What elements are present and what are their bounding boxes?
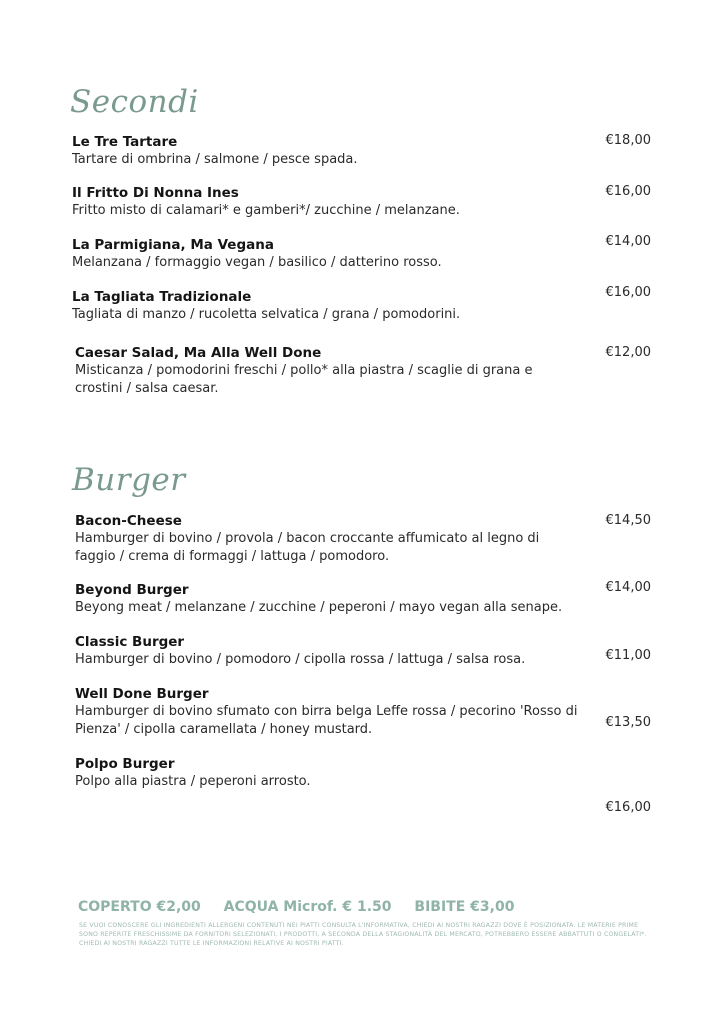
- bibite-price: BIBITE €3,00: [414, 899, 515, 915]
- menu-item: [75, 581, 595, 617]
- item-description: Polpo alla piastra / peperoni arrosto.: [75, 774, 311, 789]
- item-description: Hamburger di bovino sfumato con birra belga Leffe rossa / pecorino 'Rosso di Pienza' / cipolla caramellata / honey mustard.: [75, 704, 578, 737]
- item-price: €14,00: [605, 580, 651, 595]
- item-price: €11,00: [605, 648, 651, 663]
- item-price: €16,00: [605, 800, 651, 815]
- item-description: Melanzana / formaggio vegan / basilico / datterino rosso.: [72, 255, 442, 270]
- item-name: Well Done Burger: [75, 686, 209, 702]
- item-price: €14,50: [605, 513, 651, 528]
- section-title-burger: Burger: [72, 462, 186, 498]
- menu-item: [72, 184, 592, 220]
- item-description: Tagliata di manzo / rucoletta selvatica / grana / pomodorini.: [72, 307, 461, 322]
- coperto-price: COPERTO €2,00: [78, 899, 201, 915]
- item-description: Tartare di ombrina / salmone / pesce spada.: [72, 152, 358, 167]
- allergen-note: SE VUOI CONOSCERE GLI INGREDIENTI ALLERGENI CONTENUTI NEI PIATTI CONSULTA L'INFORMATIVA, CHIEDI AI NOSTRI RAGAZZI DOVE È POSIZIONATA. LE MATERIE PRIME SONO REPERITE FRESCHISSIME DA FORNITORI SELEZIONATI. I PRODOTTI, A SECONDA DELLA STAGIONALITÀ DEL MERCATO, POTREBBERO ESSERE ABBATTUTI O CONGELATI*. CHIEDI AI NOSTRI RAGAZZI TUTTE LE INFORMAZIONI RELATIVE AI NOSTRI PIATTI.: [79, 922, 647, 947]
- item-description: Hamburger di bovino / pomodoro / cipolla rossa / lattuga / salsa rosa.: [75, 652, 526, 667]
- item-name: Bacon-Cheese: [75, 513, 182, 529]
- item-price: €12,00: [605, 345, 651, 360]
- item-price: €16,00: [605, 285, 651, 300]
- item-name: Le Tre Tartare: [72, 134, 178, 150]
- item-name: La Tagliata Tradizionale: [72, 289, 252, 305]
- item-price: €16,00: [605, 184, 651, 199]
- item-price: €13,50: [605, 715, 651, 730]
- item-description: Misticanza / pomodorini freschi / pollo* alla piastra / scaglie di grana e crostini / salsa caesar.: [75, 363, 533, 396]
- menu-item: [75, 344, 575, 397]
- menu-item: [72, 288, 592, 324]
- menu-item: [75, 755, 575, 791]
- menu-item: [75, 512, 575, 565]
- item-description: Hamburger di bovino / provola / bacon croccante affumicato al legno di faggio / crema di formaggi / lattuga / pomodoro.: [75, 531, 540, 564]
- item-price: €14,00: [605, 234, 651, 249]
- item-description: Beyong meat / melanzane / zucchine / peperoni / mayo vegan alla senape.: [75, 600, 563, 615]
- item-description: Fritto misto di calamari* e gamberi*/ zucchine / melanzane.: [72, 203, 460, 218]
- menu-item: [72, 236, 592, 272]
- footer-prices: [78, 899, 532, 915]
- section-title-secondi: Secondi: [70, 84, 199, 120]
- item-name: Beyond Burger: [75, 582, 189, 598]
- item-price: €18,00: [605, 133, 651, 148]
- item-name: Classic Burger: [75, 634, 185, 650]
- item-name: Polpo Burger: [75, 756, 175, 772]
- menu-item: [75, 633, 595, 669]
- acqua-price: ACQUA Microf. € 1.50: [223, 899, 392, 915]
- menu-item: [75, 685, 585, 738]
- item-name: Il Fritto Di Nonna Ines: [72, 185, 239, 201]
- item-name: La Parmigiana, Ma Vegana: [72, 237, 274, 253]
- item-name: Caesar Salad, Ma Alla Well Done: [75, 345, 322, 361]
- menu-item: [72, 133, 592, 169]
